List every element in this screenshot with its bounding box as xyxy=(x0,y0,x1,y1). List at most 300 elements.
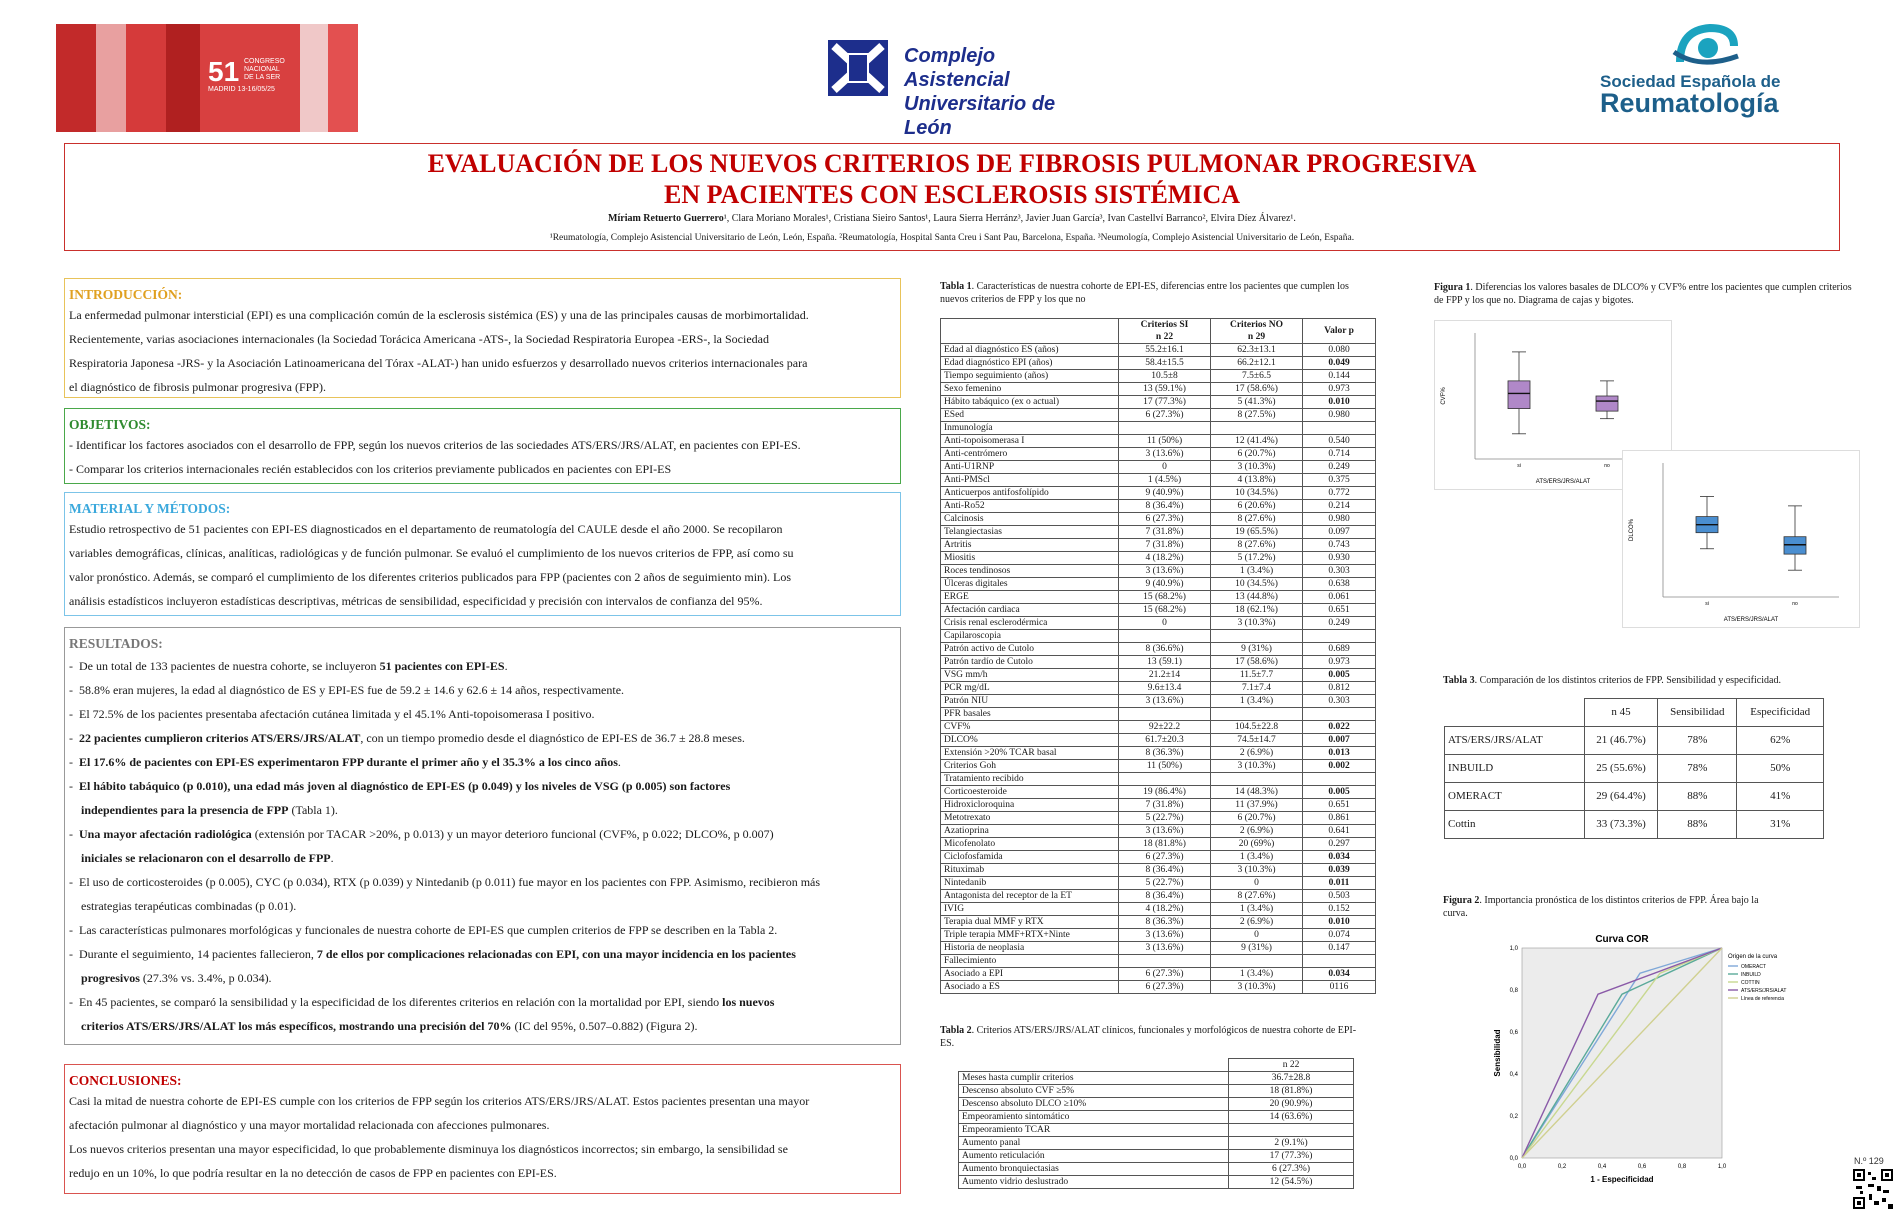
table-cell: 5 (22.7%) xyxy=(1119,812,1211,825)
conclusiones-line: redujo en un 10%, lo que podría resultar en la no detección de casos de FPP en pacientes con EPI-ES. xyxy=(69,1166,557,1180)
table-cell xyxy=(1211,708,1303,721)
congress-logo xyxy=(56,24,358,132)
conclusiones-heading: CONCLUSIONES: xyxy=(69,1073,182,1088)
table-row xyxy=(941,383,1376,396)
tabla1-col1-n: n 22 xyxy=(1155,332,1174,342)
table-cell xyxy=(1119,773,1211,786)
title-line1: EVALUACIÓN DE LOS NUEVOS CRITERIOS DE FIBROSIS PULMONAR PROGRESIVA xyxy=(427,149,1477,178)
table-cell: 17 (77.3%) xyxy=(1229,1150,1354,1163)
table-cell: 88% xyxy=(1658,811,1737,839)
table-cell: 14 (63.6%) xyxy=(1229,1111,1354,1124)
table-cell: 61.7±20.3 xyxy=(1119,734,1211,747)
table-cell: 0 xyxy=(1211,929,1303,942)
table-cell: Aumento reticulación xyxy=(959,1150,1229,1163)
table-cell: 6 (20.7%) xyxy=(1211,448,1303,461)
table-cell: 6 (27.3%) xyxy=(1119,513,1211,526)
table-cell: 0 xyxy=(1119,461,1211,474)
poster-number: N.º 129 xyxy=(1854,1156,1884,1166)
resultados-item xyxy=(65,750,900,774)
table-cell xyxy=(1119,955,1211,968)
intro-line: Recientemente, varias asociaciones internacionales (la Sociedad Torácica Americana -ATS-, la Sociedad Respiratoria Europea -ERS-, la Sociedad xyxy=(69,332,769,346)
table-cell: Descenso absoluto CVF ≥5% xyxy=(959,1085,1229,1098)
legend-entry: COTTIN xyxy=(1741,980,1760,986)
table-cell: 19 (86.4%) xyxy=(1119,786,1211,799)
table-cell: Sexo femenino xyxy=(941,383,1119,396)
table-cell: 7.1±7.4 xyxy=(1211,682,1303,695)
table-cell: 1 (3.4%) xyxy=(1211,903,1303,916)
resultados-item xyxy=(65,798,900,822)
table-cell: 0.034 xyxy=(1303,968,1376,981)
table-header-cell: Sensibilidad xyxy=(1658,699,1737,727)
table-cell xyxy=(1119,630,1211,643)
table-cell: 6 (27.3%) xyxy=(1229,1163,1354,1176)
table-header-cell: n 45 xyxy=(1585,699,1658,727)
table-cell: 0.303 xyxy=(1303,695,1376,708)
table-row xyxy=(941,669,1376,682)
table-row xyxy=(941,825,1376,838)
table-row xyxy=(941,643,1376,656)
table-cell: 74.5±14.7 xyxy=(1211,734,1303,747)
table-cell: Capilaroscopia xyxy=(941,630,1119,643)
table-cell: 0.249 xyxy=(1303,461,1376,474)
table-cell: DLCO% xyxy=(941,734,1119,747)
table-cell: 0.638 xyxy=(1303,578,1376,591)
table-cell: 7 (31.8%) xyxy=(1119,539,1211,552)
table-cell: 3 (10.3%) xyxy=(1211,760,1303,773)
table-cell: 15 (68.2%) xyxy=(1119,604,1211,617)
table-cell: Calcinosis xyxy=(941,513,1119,526)
table-row xyxy=(941,422,1376,435)
resultados-bold: los nuevos xyxy=(722,995,775,1009)
table-cell: Nintedanib xyxy=(941,877,1119,890)
table-row xyxy=(941,370,1376,383)
table-cell: 0.007 xyxy=(1303,734,1376,747)
poster-title xyxy=(65,148,1839,210)
x-tick-label: 0,4 xyxy=(1597,1164,1607,1170)
table-row xyxy=(941,838,1376,851)
table-cell: 9 (40.9%) xyxy=(1119,487,1211,500)
resultados-item xyxy=(65,774,900,798)
table-row xyxy=(941,409,1376,422)
hospital-name-line1: Complejo Asistencial xyxy=(904,45,1010,91)
table-cell: OMERACT xyxy=(1445,783,1585,811)
x-tick-label: 0,8 xyxy=(1677,1164,1687,1170)
x-tick-label: 0,2 xyxy=(1557,1164,1567,1170)
legend-entry: INBUILD xyxy=(1741,972,1761,978)
table-row xyxy=(941,708,1376,721)
table-cell xyxy=(1303,422,1376,435)
table-cell: Criterios Goh xyxy=(941,760,1119,773)
table-cell: 62.3±13.1 xyxy=(1211,344,1303,357)
y-tick-label: 0,6 xyxy=(1509,1030,1518,1036)
table-cell: 13 (59.1) xyxy=(1119,656,1211,669)
resultados-item xyxy=(65,822,900,846)
table-cell: 0.074 xyxy=(1303,929,1376,942)
table-cell: 0.812 xyxy=(1303,682,1376,695)
table-cell: 0.097 xyxy=(1303,526,1376,539)
figura1-caption xyxy=(1434,281,1854,307)
table-cell: 8 (27.6%) xyxy=(1211,539,1303,552)
table-cell: 2 (9.1%) xyxy=(1229,1137,1354,1150)
tabla1-header-p: Valor p xyxy=(1303,319,1376,344)
table-cell: Anti-topoisomerasa I xyxy=(941,435,1119,448)
table-cell: 0.973 xyxy=(1303,656,1376,669)
table-cell: 4 (13.8%) xyxy=(1211,474,1303,487)
table-cell: 3 (13.6%) xyxy=(1119,929,1211,942)
tabla2-caption-text: . Criterios ATS/ERS/JRS/ALAT clínicos, funcionales y morfológicos de nuestra cohorte de EPI-ES. xyxy=(940,1025,1357,1049)
table-cell: Empeoramiento TCAR xyxy=(959,1124,1229,1137)
table-row xyxy=(941,500,1376,513)
resultados-bold: Una mayor afectación radiológica xyxy=(79,827,252,841)
resultados-bold: iniciales se relacionaron con el desarrollo de FPP xyxy=(81,851,331,865)
table-cell: 17 (58.6%) xyxy=(1211,383,1303,396)
table-cell: 1 (3.4%) xyxy=(1211,695,1303,708)
table-cell: 0.714 xyxy=(1303,448,1376,461)
tabla2-header-n: n 22 xyxy=(1229,1059,1354,1072)
x-tick-label: 0,0 xyxy=(1517,1164,1527,1170)
table-row xyxy=(959,1085,1354,1098)
table-row xyxy=(941,682,1376,695)
table-cell: 20 (90.9%) xyxy=(1229,1098,1354,1111)
table-cell: Aumento bronquiectasias xyxy=(959,1163,1229,1176)
title-line2: EN PACIENTES CON ESCLEROSIS SISTÉMICA xyxy=(663,180,1240,209)
table-cell: Artritis xyxy=(941,539,1119,552)
table-row xyxy=(941,760,1376,773)
x-axis-label: ATS/ERS/JRS/ALAT xyxy=(1535,479,1591,485)
table-row xyxy=(959,1176,1354,1189)
y-tick-label: 0,4 xyxy=(1509,1072,1518,1078)
table-cell: VSG mm/h xyxy=(941,669,1119,682)
table-cell: 0116 xyxy=(1303,981,1376,994)
metodos-line: variables demográficas, clínicas, analíticas, radiológicas y de función pulmonar. Se evaluó el cumplimiento de los nuevos criterios de FPP, así como su xyxy=(69,546,794,560)
table-row xyxy=(941,721,1376,734)
tabla3-caption-text: . Comparación de los distintos criterios de FPP. Sensibilidad y especificidad. xyxy=(1474,675,1781,686)
table-cell: 13 (44.8%) xyxy=(1211,591,1303,604)
table-cell: 6 (27.3%) xyxy=(1119,851,1211,864)
metodos-line: análisis estadísticos incluyeron estadísticas descriptivas, métricas de sensibilidad, especificidad y precisión con intervalos de confianza del 95%. xyxy=(69,594,763,608)
x-tick-label: 1,0 xyxy=(1717,1164,1727,1170)
table-cell: 0.002 xyxy=(1303,760,1376,773)
ser-emblem-icon xyxy=(1670,22,1740,70)
x-axis-label: 1 - Especificidad xyxy=(1590,1175,1654,1184)
hospital-name-line2: Universitario de León xyxy=(904,93,1056,139)
table-cell: Aumento panal xyxy=(959,1137,1229,1150)
table-row xyxy=(941,357,1376,370)
table-row xyxy=(941,656,1376,669)
resultados-bold: 7 de ellos por complicaciones relacionadas con EPI, con una mayor incidencia en los pacientes xyxy=(316,947,796,961)
legend-title: Origen de la curva xyxy=(1728,954,1778,960)
objetivos-line: - Identificar los factores asociados con el desarrollo de FPP, según los nuevos criterios de las sociedades ATS/ERS/JRS/ALAT, en pacientes con EPI-ES. xyxy=(69,438,801,452)
table-cell: 78% xyxy=(1658,755,1737,783)
table-cell: 18 (81.8%) xyxy=(1229,1085,1354,1098)
resultados-item xyxy=(65,990,900,1014)
table-cell: 6 (27.3%) xyxy=(1119,409,1211,422)
table-cell: 50% xyxy=(1737,755,1824,783)
table-cell xyxy=(1211,422,1303,435)
table-cell: Anti-U1RNP xyxy=(941,461,1119,474)
table-row xyxy=(941,864,1376,877)
table-cell: 6 (27.3%) xyxy=(1119,968,1211,981)
ser-logo xyxy=(1600,22,1840,118)
resultados-section xyxy=(64,627,901,1045)
resultados-item xyxy=(65,918,900,942)
table-cell: 0.061 xyxy=(1303,591,1376,604)
table-cell: Miositis xyxy=(941,552,1119,565)
resultados-text: (Tabla 1). xyxy=(288,803,338,817)
resultados-text: - De un total de 133 pacientes de nuestra cohorte, se incluyeron xyxy=(69,659,380,673)
table-row xyxy=(941,539,1376,552)
table-cell xyxy=(1303,955,1376,968)
resultados-bold: criterios ATS/ERS/JRS/ALAT los más específicos, mostrando una precisión del 70% xyxy=(81,1019,512,1033)
y-tick-label: 0,8 xyxy=(1509,988,1518,994)
table-cell: 55.2±16.1 xyxy=(1119,344,1211,357)
table-row xyxy=(941,734,1376,747)
table-row xyxy=(941,565,1376,578)
table-cell xyxy=(1211,773,1303,786)
tabla2-caption-label: Tabla 2 xyxy=(940,1025,972,1036)
table-cell: ATS/ERS/JRS/ALAT xyxy=(1445,727,1585,755)
affiliations: ¹Reumatología, Complejo Asistencial Universitario de León, León, España. ²Reumatología, Hospital Santa Creu i Sant Pau, Barcelona, España. ³Neumología, Complejo Asistencial Universitario de León, España. xyxy=(549,233,1355,243)
tabla1-header-no xyxy=(1211,319,1303,344)
table-cell: 6 (20.7%) xyxy=(1211,812,1303,825)
resultados-bold: progresivos xyxy=(81,971,140,985)
table-cell: Descenso absoluto DLCO ≥10% xyxy=(959,1098,1229,1111)
table-cell: 21 (46.7%) xyxy=(1585,727,1658,755)
table-row xyxy=(941,461,1376,474)
table-cell: 0.010 xyxy=(1303,396,1376,409)
ser-name-line2: Reumatología xyxy=(1600,88,1779,118)
table-cell: 29 (64.4%) xyxy=(1585,783,1658,811)
table-cell: Rituximab xyxy=(941,864,1119,877)
table-cell: 0.214 xyxy=(1303,500,1376,513)
table-cell: 8 (27.6%) xyxy=(1211,513,1303,526)
resultados-bold: 51 pacientes con EPI-ES xyxy=(379,659,505,673)
table-row xyxy=(941,474,1376,487)
table-cell: 0.039 xyxy=(1303,864,1376,877)
congress-place: MADRID 13-16/05/25 xyxy=(208,86,275,93)
table-row xyxy=(941,604,1376,617)
resultados-text: - El 72.5% de los pacientes presentaba afectación cutánea limitada y el 45.1% Anti-topoisomerasa I positivo. xyxy=(69,707,595,721)
table-row xyxy=(959,1111,1354,1124)
table-cell: 9 (40.9%) xyxy=(1119,578,1211,591)
table-cell: 7.5±6.5 xyxy=(1211,370,1303,383)
table-cell xyxy=(1303,708,1376,721)
table-cell: Azatioprina xyxy=(941,825,1119,838)
conclusiones-line: afectación pulmonar al diagnóstico y una mayor mortalidad relacionada con afecciones pulmonares. xyxy=(69,1118,550,1132)
intro-line: el diagnóstico de fibrosis pulmonar progresiva (FPP). xyxy=(69,380,326,394)
table-cell: 0.930 xyxy=(1303,552,1376,565)
tabla3-caption xyxy=(1443,674,1873,687)
chart-title: Curva COR xyxy=(1595,934,1649,945)
table-cell: 11 (37.9%) xyxy=(1211,799,1303,812)
resultados-bold: El hábito tabáquico (p 0.010), una edad más joven al diagnóstico de EPI-ES (p 0.049) y los niveles de VSG (p 0.005) son factores xyxy=(79,779,731,793)
table-cell: 0.005 xyxy=(1303,786,1376,799)
y-axis-label: DLCO% xyxy=(1629,518,1635,542)
table-cell: Anti-centrómero xyxy=(941,448,1119,461)
table-cell xyxy=(1119,422,1211,435)
table-cell: 78% xyxy=(1658,727,1737,755)
tabla1-caption xyxy=(940,280,1360,306)
table-cell: 4 (18.2%) xyxy=(1119,903,1211,916)
table-cell: 18 (62.1%) xyxy=(1211,604,1303,617)
figura1-caption-label: Figura 1 xyxy=(1434,282,1471,293)
intro-line: Respiratoria Japonesa -JRS- y la Asociación Latinoamericana del Tórax -ALAT-) han unido esfuerzos y desarrollado nuevos criterios internacionales para xyxy=(69,356,808,370)
table-cell: 18 (81.8%) xyxy=(1119,838,1211,851)
resultados-bold: 22 pacientes cumplieron criterios ATS/ERS/JRS/ALAT xyxy=(79,731,361,745)
dlco-boxplot xyxy=(1622,450,1860,628)
y-axis-label: Sensibilidad xyxy=(1493,1029,1502,1077)
resultados-item xyxy=(65,702,900,726)
tabla2 xyxy=(958,1058,1354,1189)
table-cell: 1 (3.4%) xyxy=(1211,565,1303,578)
table-cell: Asociado a ES xyxy=(941,981,1119,994)
table-cell: 11 (50%) xyxy=(1119,435,1211,448)
resultados-text: - xyxy=(69,755,79,769)
table-cell: 58.4±15.5 xyxy=(1119,357,1211,370)
table-cell: 0.651 xyxy=(1303,799,1376,812)
table-cell: 0.861 xyxy=(1303,812,1376,825)
table-cell: 92±22.2 xyxy=(1119,721,1211,734)
figura2-caption-label: Figura 2 xyxy=(1443,895,1480,906)
table-row xyxy=(941,487,1376,500)
table-cell: INBUILD xyxy=(1445,755,1585,783)
table-cell: Metotrexato xyxy=(941,812,1119,825)
table-cell: 0 xyxy=(1119,617,1211,630)
table-row xyxy=(941,851,1376,864)
resultados-text: (extensión por TACAR >20%, p 0.013) y un mayor deterioro funcional (CVF%, p 0.022; DLCO%, p 0.007) xyxy=(251,827,774,841)
resultados-item xyxy=(65,870,900,894)
table-cell: 31% xyxy=(1737,811,1824,839)
table-cell: Triple terapia MMF+RTX+Ninte xyxy=(941,929,1119,942)
resultados-text: - Durante el seguimiento, 14 pacientes fallecieron, xyxy=(69,947,317,961)
resultados-item xyxy=(65,942,900,966)
table-cell: 0.034 xyxy=(1303,851,1376,864)
table-row xyxy=(1445,755,1824,783)
table-cell xyxy=(1303,630,1376,643)
tabla1-col2-label: Criterios NO xyxy=(1229,320,1284,330)
resultados-text xyxy=(69,803,81,817)
table-cell: 8 (36.4%) xyxy=(1119,500,1211,513)
table-cell: Anti-Ro52 xyxy=(941,500,1119,513)
table-row xyxy=(1445,811,1824,839)
table-cell: Antagonista del receptor de la ET xyxy=(941,890,1119,903)
table-cell: Afectación cardiaca xyxy=(941,604,1119,617)
table-cell: 0 xyxy=(1211,877,1303,890)
table-cell: 2 (6.9%) xyxy=(1211,825,1303,838)
table-cell: 2 (6.9%) xyxy=(1211,747,1303,760)
table-cell: 0.651 xyxy=(1303,604,1376,617)
table-cell: 2 (6.9%) xyxy=(1211,916,1303,929)
table-cell: 17 (58.6%) xyxy=(1211,656,1303,669)
table-cell: 0.973 xyxy=(1303,383,1376,396)
category-label: si xyxy=(1517,463,1521,469)
table-row xyxy=(941,929,1376,942)
table-cell: 8 (36.4%) xyxy=(1119,864,1211,877)
table-cell: 25 (55.6%) xyxy=(1585,755,1658,783)
table-cell: 0.503 xyxy=(1303,890,1376,903)
y-axis-label: CVF% xyxy=(1441,387,1447,405)
qr-code-icon xyxy=(1852,1168,1894,1210)
table-cell: 11.5±7.7 xyxy=(1211,669,1303,682)
table-cell: 36.7±28.8 xyxy=(1229,1072,1354,1085)
conclusiones-section xyxy=(64,1064,901,1194)
resultados-bold: independientes para la presencia de FPP xyxy=(81,803,289,817)
box-body xyxy=(1508,381,1530,409)
table-row xyxy=(941,942,1376,955)
table-row xyxy=(941,526,1376,539)
metodos-section xyxy=(64,492,901,616)
resultados-item xyxy=(65,654,900,678)
table-cell: 5 (22.7%) xyxy=(1119,877,1211,890)
category-label: si xyxy=(1705,601,1709,607)
congress-number: 51 xyxy=(208,56,240,87)
resultados-item xyxy=(65,1014,900,1038)
conclusiones-line: Casi la mitad de nuestra cohorte de EPI-ES cumple con los criterios de FPP según los criterios ATS/ERS/JRS/ALAT. Estos pacientes presentan una mayor xyxy=(69,1094,810,1108)
resultados-text: - 58.8% eran mujeres, la edad al diagnóstico de ES y EPI-ES fue de 59.2 ± 14.6 y 62.6 ± 14 años, respectivamente. xyxy=(69,683,625,697)
congress-text-line: CONGRESO xyxy=(244,58,285,65)
table-cell: 0.249 xyxy=(1303,617,1376,630)
resultados-item xyxy=(65,894,900,918)
table-cell: 0.010 xyxy=(1303,916,1376,929)
table-row xyxy=(941,968,1376,981)
table-row xyxy=(959,1072,1354,1085)
resultados-text xyxy=(69,851,81,865)
table-cell: Inmunología xyxy=(941,422,1119,435)
table-row xyxy=(941,448,1376,461)
table-cell: Cottin xyxy=(1445,811,1585,839)
resultados-text: estrategias terapéuticas combinadas (p 0.01). xyxy=(69,899,297,913)
table-cell xyxy=(1211,955,1303,968)
table-row xyxy=(941,695,1376,708)
table-cell: Tiempo seguimiento (años) xyxy=(941,370,1119,383)
resultados-text xyxy=(69,1019,81,1033)
table-cell: Patrón tardío de Cutolo xyxy=(941,656,1119,669)
table-row xyxy=(941,630,1376,643)
table-row xyxy=(941,591,1376,604)
table-cell: 104.5±22.8 xyxy=(1211,721,1303,734)
table-cell: 8 (27.6%) xyxy=(1211,890,1303,903)
table-cell: 0.049 xyxy=(1303,357,1376,370)
table-cell xyxy=(1303,773,1376,786)
table-cell: 66.2±12.1 xyxy=(1211,357,1303,370)
table-row xyxy=(941,981,1376,994)
objetivos-heading: OBJETIVOS: xyxy=(69,417,151,432)
table-row xyxy=(941,916,1376,929)
resultados-text: - En 45 pacientes, se comparó la sensibilidad y la especificidad de los diferentes criterios en relación con la mortalidad por EPI, siendo xyxy=(69,995,723,1009)
legend-entry: OMERACT xyxy=(1741,964,1766,970)
table-cell: Micofenolato xyxy=(941,838,1119,851)
table-cell: Patrón NIU xyxy=(941,695,1119,708)
table-cell: 0.375 xyxy=(1303,474,1376,487)
table-cell: Terapia dual MMF y RTX xyxy=(941,916,1119,929)
metodos-line: valor pronóstico. Además, se comparó el cumplimiento de los diferentes criterios publicados para FPP (pacientes con 2 años de seguimiento min). Los xyxy=(69,570,792,584)
resultados-text: - xyxy=(69,779,79,793)
resultados-text: (27.3% vs. 3.4%, p 0.034). xyxy=(139,971,272,985)
tabla1-header-si xyxy=(1119,319,1211,344)
table-cell: 8 (36.6%) xyxy=(1119,643,1211,656)
table-cell: 1 (3.4%) xyxy=(1211,851,1303,864)
table-cell: Roces tendinosos xyxy=(941,565,1119,578)
tabla1-col1-label: Criterios SI xyxy=(1140,320,1189,330)
table-cell: 13 (59.1%) xyxy=(1119,383,1211,396)
table-row xyxy=(941,344,1376,357)
resultados-text: - xyxy=(69,731,79,745)
figura2-caption xyxy=(1443,894,1763,920)
table-cell: 0.011 xyxy=(1303,877,1376,890)
table-row xyxy=(959,1150,1354,1163)
intro-heading: INTRODUCCIÓN: xyxy=(69,287,183,302)
tabla1-header-blank xyxy=(941,319,1119,344)
